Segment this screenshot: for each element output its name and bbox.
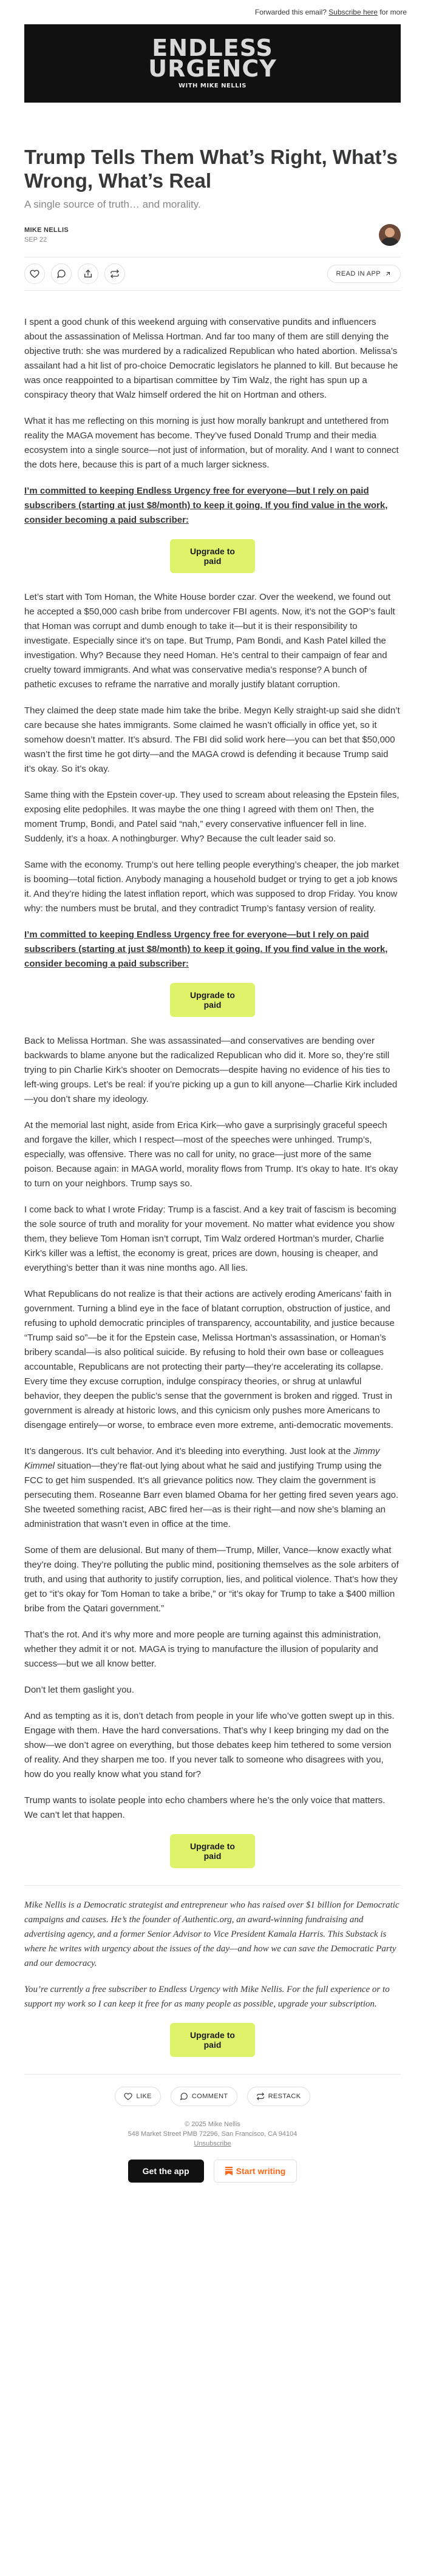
mailing-address: 548 Market Street PMB 72296, San Francisco, CA 94104 xyxy=(127,2130,298,2138)
comment-label: COMMENT xyxy=(191,2093,228,2100)
forward-notice xyxy=(0,0,425,24)
share-button[interactable] xyxy=(78,263,98,284)
emphasis: Jimmy Kimmel xyxy=(24,1446,380,1471)
restack-button[interactable] xyxy=(104,263,125,284)
paragraph: What Republicans do not realize is that their actions are actively eroding Americans’ faith in government. Turning a blind eye in the face of blatant corruption, obstruction of justice, and refusing to uphold democratic principles of transparency, accountability, and justice because “Trump said so”—be it for the Epstein case, Melissa Hortman’s assassination, or Homan’s bribery scandal—is also political suicide. By refusing to hold their own base or colleagues accountable, Republicans are not protecting their party—they’re accelerating its collapse. Every time they excuse corruption, indulge conspiracy theories, or shrug at unlawful behavior, they deepen the public’s sense that the government is broken and rigged. Trust in government is already at historic lows, and this cynicism only pushes more Americans to disengage entirely—or worse, to embrace even more extreme, anti-democratic movements. xyxy=(24,1289,395,1430)
author-avatar[interactable] xyxy=(379,224,401,246)
like-label: LIKE xyxy=(136,2093,152,2100)
paragraph: Some of them are delusional. But many of them—Trump, Miller, Vance—know exactly what they’re doing. They’re polluting the public mind, positioning themselves as the sole arbiters of truth, and using that authority to justify corruption, lies, and political violence. That’s how they get to “it’s okay for Tom Homan to take a bribe,” or “it’s okay for Trump to take a $400 million bribe from the Qatari government.” xyxy=(24,1545,399,1614)
paragraph: I come back to what I wrote Friday: Trump is a fascist. And a key trait of fascism is becoming the sole source of truth and morality for your movement. No matter what evidence you show them, they believe Tom Homan isn’t corrupt, Tim Walz ordered Hortman’s murder, Charlie Kirk’s killer was a leftist, the economy is great, prices are down, housing is cheaper, and everything’s better than it was nine months ago. All lies. xyxy=(24,1205,396,1273)
upgrade-wrap xyxy=(24,539,401,573)
restack-pill-button[interactable] xyxy=(247,2087,310,2106)
start-writing-label: Start writing xyxy=(236,2166,286,2176)
bio-paragraph: Mike Nellis is a Democratic strategist and entrepreneur who has raised over $1 billion for Democratic campaigns and causes. He’s the founder of Authentic.org, an award-winning fundraising and advertising agency, and a former Senior Advisor to Vice President Kamala Harris. This Substack is where he writes with urgency about the issues of the day—and how we can save the Democratic Party and our democracy. xyxy=(24,1900,399,1968)
comment-icon xyxy=(180,2092,188,2101)
byline xyxy=(24,224,401,246)
paragraph: They claimed the deep state made him take the bribe. Megyn Kelly straight-up said she didn’t care because she hates immigrants. Some claimed he wasn’t officially in office yet, so it somehow doesn’t matter. It’s absurd. The FBI did solid work here—you can bet that $50,000 wasn’t the first time he got dirty—and the MAGA crowd is defending it because Trump said it’s okay. So it’s okay. xyxy=(24,705,400,774)
paragraph: What it has me reflecting on this morning is just how morally bankrupt and untethered from reality the MAGA movement has become. They’ve fused Donald Trump and their media ecosystem into a single source—not just of information, but of morality. And I want to connect the dots here, because this is part of a much larger sickness. xyxy=(24,416,399,470)
comment-icon xyxy=(56,269,66,279)
logo-line-1: ENDLESS xyxy=(152,35,273,61)
paragraph xyxy=(24,1444,401,1532)
paragraph: Same with the economy. Trump’s out here telling people everything’s cheaper, the job market is booming—total fiction. Anybody managing a household budget or trying to get a job knows it. And they’re hiding the latest inflation report, which was supposed to drop Friday. You know why: the numbers must be brutal, and they contradict Trump’s fantasy version of reality. xyxy=(24,860,399,914)
start-writing-button[interactable] xyxy=(214,2160,298,2183)
substack-icon xyxy=(225,2167,233,2175)
byline-text xyxy=(24,226,69,243)
post-date: SEP 22 xyxy=(24,236,47,243)
paragraph: Don’t let them gaslight you. xyxy=(24,1685,134,1695)
publication-header-banner[interactable] xyxy=(24,24,401,103)
cta-paragraph xyxy=(24,484,401,528)
post-body xyxy=(24,315,401,1868)
legal-footer xyxy=(24,2119,401,2149)
restack-icon xyxy=(256,2092,265,2101)
paragraph: Trump wants to isolate people into echo chambers where he’s the only voice that matters. We can’t let that happen. xyxy=(24,1795,386,1820)
subscribe-link[interactable]: Subscribe here xyxy=(328,8,378,16)
forward-suffix: for more xyxy=(377,8,407,16)
logo-subtitle: WITH MIKE NELLIS xyxy=(178,83,247,89)
paragraph-part: It’s dangerous. It’s cult behavior. And it’s bleeding into everything. Just look at the xyxy=(24,1446,354,1456)
unsubscribe-link[interactable]: Unsubscribe xyxy=(194,2140,231,2147)
copyright: © 2025 Mike Nellis xyxy=(185,2121,240,2128)
paragraph: Same thing with the Epstein cover-up. They used to scream about releasing the Epstein files, exposing elite pedophiles. It was maybe the one thing I agreed with them on! Then, the moment Trump, Bondi, and Patel said “nah,” every conservative influencer fell in line. Suddenly, it’s a hoax. A nothingburger. Why? Because the cult leader said so. xyxy=(24,790,399,844)
cta-text: I’m committed to keeping Endless Urgency free for everyone—but I rely on paid subscribers (starting at just $8/month) to keep it going. If you find value in the work, consider becoming a paid subscriber: xyxy=(24,486,388,525)
heart-icon xyxy=(30,269,39,279)
like-button[interactable] xyxy=(24,263,45,284)
paragraph: At the memorial last night, aside from Erica Kirk—who gave a surprisingly graceful speech and forgave the killer, which I respect—most of the speeches were unhinged. Trump’s, especially, was offensive. There was no call for unity, no grace—just more of the same poison. Because again: in MAGA world, morality flows from Trump. It’s okay to hate. It’s okay to turn on your neighbors. Trump says so. xyxy=(24,1120,398,1189)
paragraph: And as tempting as it is, don’t detach from people in your life who’ve gotten swept up in this. Engage with them. Have the hard conversations. That’s why I keep bringing my dad on the show—we don’t agree on everything, but those debates keep him tethered to some version of reality. And they sharpen me too. If you never talk to someone who disagrees with you, how do you really know what you stand for? xyxy=(24,1711,395,1779)
author-name[interactable]: MIKE NELLIS xyxy=(24,226,69,234)
post-title[interactable]: Trump Tells Them What’s Right, What’s Wrong, What’s Real xyxy=(24,146,398,192)
divider xyxy=(24,2074,401,2075)
comment-pill-button[interactable] xyxy=(171,2087,237,2106)
app-promo-row xyxy=(24,2160,401,2189)
upgrade-wrap xyxy=(24,2023,401,2057)
restack-icon xyxy=(110,269,120,279)
paragraph-part: situation—they’re flat-out lying about what he said and justifying Trump using the FCC to get him suspended. It’s all grievance politics now. They claim the government is persecuting them. Roseanne Barr even blamed Obama for her getting fired seven years ago. She tweeted something racist, ABC fired her—as is their right—and now she’s blaming an administration that wasn’t even in office at the time. xyxy=(24,1461,399,1529)
paragraph: That’s the rot. And it’s why more and more people are turning against this administration, whether they admit it or not. MAGA is trying to manufacture the illusion of popularity and success—but we all know better. xyxy=(24,1630,381,1669)
upgrade-wrap xyxy=(24,983,401,1017)
heart-icon xyxy=(124,2092,132,2101)
paragraph: I spent a good chunk of this weekend arguing with conservative pundits and influencers about the assassination of Melissa Hortman. And far too many of them are still denying the objective truth: she was murdered by a radicalized Republican who hated abortion. Melissa’s assailant had a hit list of pro-choice Democratic legislators he planned to kill. But because he was once reappointed to a bipartisan committee by Tim Walz, the right has spun up a conspiracy theory that Walz himself ordered the hit on Hortman and others. xyxy=(24,317,398,400)
read-in-app-label: READ IN APP xyxy=(336,270,381,277)
logo-line-2: URGENCY xyxy=(148,55,277,82)
cta-text: I’m committed to keeping Endless Urgency free for everyone—but I rely on paid subscribers (starting at just $8/month) to keep it going. If you find value in the work, consider becoming a paid subscriber: xyxy=(24,929,388,969)
paragraph: Back to Melissa Hortman. She was assassinated—and conservatives are bending over backwards to blame anyone but the radicalized Republican who did it. More so, they’re still trying to pin Charlie Kirk’s shooter on Democrats—despite having no evidence of his ties to left-wing groups. Let’s be real: if you’re picking up a gun to kill anyone—Charlie Kirk included—you don’t share my ideology. xyxy=(24,1036,398,1104)
restack-label: RESTACK xyxy=(268,2093,301,2100)
post-container xyxy=(24,145,401,2189)
upgrade-to-paid-button[interactable]: Upgrade to paid xyxy=(170,1834,255,1868)
upgrade-to-paid-button[interactable]: Upgrade to paid xyxy=(170,2023,255,2057)
upgrade-to-paid-button[interactable]: Upgrade to paid xyxy=(170,539,255,573)
read-in-app-button[interactable] xyxy=(327,265,401,283)
comment-button[interactable] xyxy=(51,263,72,284)
post-action-bar xyxy=(24,257,401,291)
divider xyxy=(24,1885,401,1886)
author-bio xyxy=(24,1898,401,2057)
external-arrow-icon xyxy=(384,270,392,277)
engagement-row xyxy=(24,2087,401,2106)
upgrade-wrap xyxy=(24,1834,401,1868)
share-icon xyxy=(83,269,93,279)
subscription-note: You’re currently a free subscriber to Endless Urgency with Mike Nellis. For the full experience or to support my work so I can keep it free for as many people as possible, upgrade your subscription. xyxy=(24,1985,390,2009)
cta-paragraph xyxy=(24,928,401,971)
post-subtitle: A single source of truth… and morality. xyxy=(24,199,201,210)
like-pill-button[interactable] xyxy=(115,2087,160,2106)
paragraph: Let’s start with Tom Homan, the White House border czar. Over the weekend, we found out he accepted a $50,000 cash bribe from undercover FBI agents. Now, it’s not the GOP’s fault that Homan was corrupt and dumb enough to take it—but it is their responsibility to investigate. Especially since it’s on tape. But Trump, Pam Bondi, and Kash Patel killed the investigation. Why? Because they need Homan. He’s central to their campaign of fear and cruelty toward immigrants. And what was conservative media’s response? A bunch of pathetic excuses to reframe the narrative and morally justify blatant corruption. xyxy=(24,592,395,690)
forward-prefix: Forwarded this email? xyxy=(254,8,329,16)
get-the-app-button[interactable]: Get the app xyxy=(128,2160,204,2183)
action-icons xyxy=(24,263,125,284)
upgrade-to-paid-button[interactable]: Upgrade to paid xyxy=(170,983,255,1017)
